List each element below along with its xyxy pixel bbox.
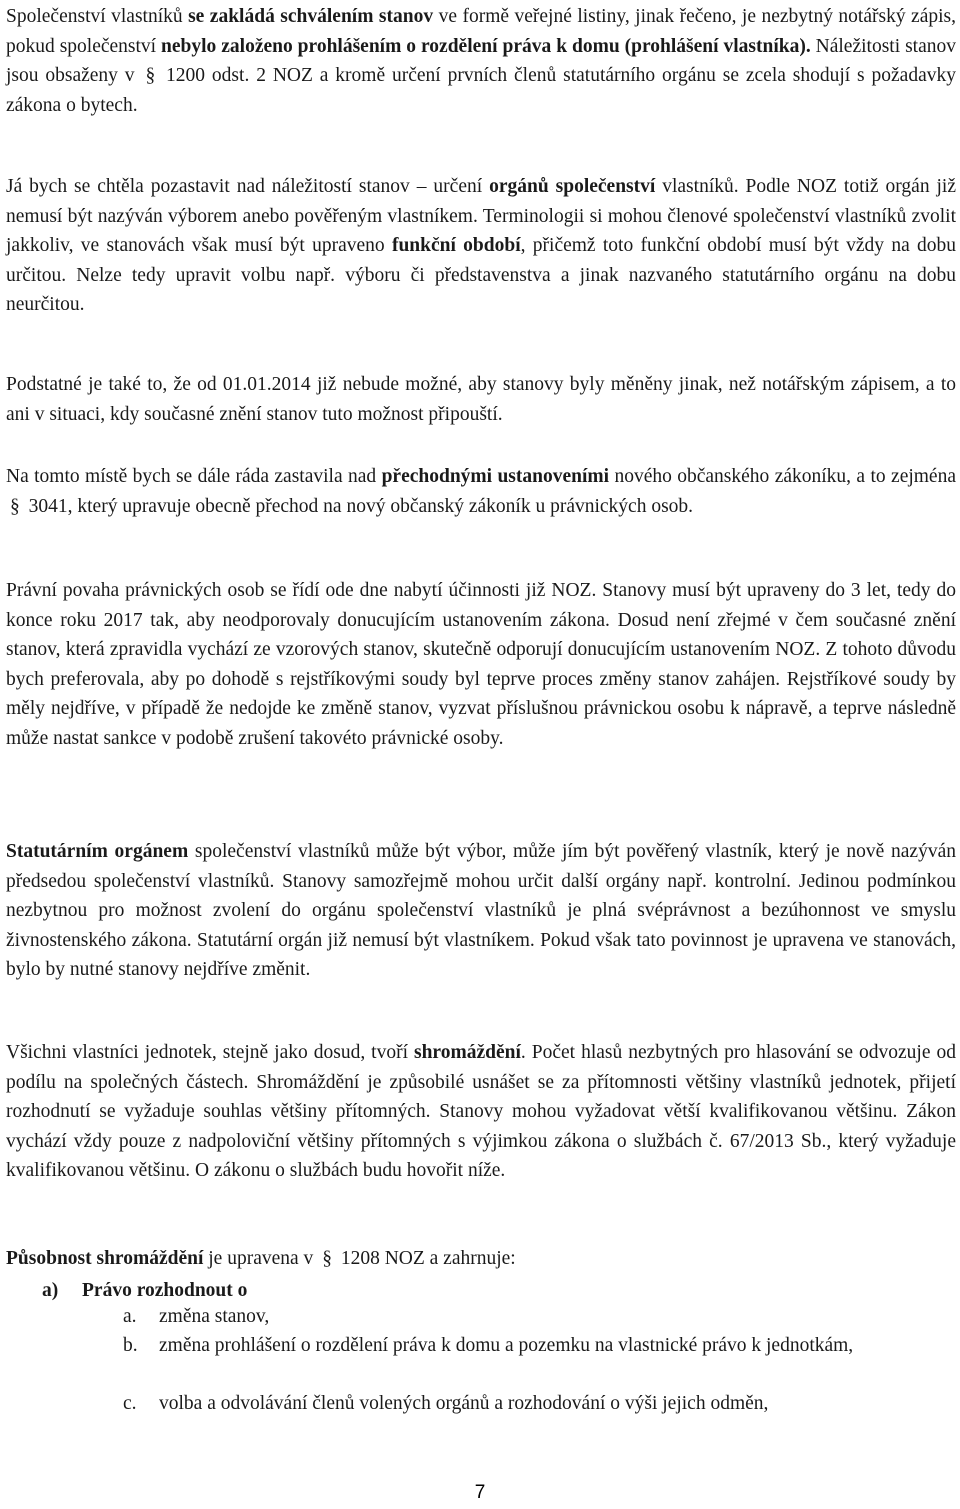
list-item: [123, 1331, 960, 1361]
section-sign: §: [145, 65, 156, 86]
bold-text: shromáždění: [414, 1042, 521, 1063]
list-label: a): [42, 1280, 59, 1301]
paragraph-8: [6, 1244, 956, 1274]
list-item-number: a.: [123, 1306, 137, 1327]
list-item: [123, 1389, 960, 1419]
bold-text: Působnost shromáždění: [6, 1248, 204, 1269]
text-run: 1200 odst. 2 NOZ a kromě určení prvních členů statutárního orgánu se zcela shodují s požadavky zákona o bytech.: [6, 65, 956, 116]
section-sign: §: [10, 495, 20, 517]
bold-text: Statutárním orgánem: [6, 841, 189, 862]
list-item: [123, 1302, 960, 1332]
text-run: Společenství vlastníků: [6, 6, 189, 27]
paragraph-6: [6, 837, 956, 985]
paragraph-4: [6, 462, 956, 521]
text-run: 1208 NOZ a zahrnuje:: [335, 1248, 516, 1269]
page-number: 7: [474, 1482, 486, 1503]
paragraph-5: [6, 576, 956, 753]
text-run: ve formě veřejné listiny, jinak řečeno, je nezbytný notářský zápis, pokud společenství: [6, 6, 956, 57]
paragraph-3: [6, 370, 956, 429]
bold-text: funkční období: [391, 235, 521, 256]
list-item-number: c.: [123, 1393, 137, 1414]
bold-text: nebylo založeno prohlášením o rozdělení práva k domu (prohlášení vlastníka).: [161, 35, 811, 57]
bold-text: orgánů společenství: [489, 176, 656, 197]
text-run: Podstatné je také to, že od 01.01.2014 již nebude možné, aby stanovy byly měněny jinak, než notářským zápisem, a to ani v situaci, kdy současné znění stanov tuto možnost připouští.: [6, 374, 956, 425]
text-run: nového občanského zákoníku, a to zejména: [609, 466, 956, 487]
list-title: Právo rozhodnout o: [82, 1280, 248, 1301]
text-run: Na tomto místě bych se dále ráda zastavila nad: [6, 466, 382, 487]
list-item-text: změna stanov,: [159, 1306, 270, 1327]
text-run: 3041, který upravuje obecně přechod na nový občanský zákoník u právnických osob.: [23, 495, 694, 517]
list-item-text: volba a odvolávání členů volených orgánů a rozhodování o výši jejich odměn,: [159, 1393, 769, 1414]
text-run: , přičemž toto funkční období musí být vždy na dobu určitou. Nelze tedy upravit volbu např. výboru či představenstva a jinak nazvaného statutárního orgánu na dobu neurčitou.: [6, 235, 956, 315]
paragraph-2: [6, 172, 956, 320]
text-run: Právní povaha právnických osob se řídí ode dne nabytí účinnosti již NOZ. Stanovy musí být upraveny do 3 let, tedy do konce roku 2017 tak, aby neodporovaly donucujícím ustanovením zákona. Dosud není zřejmé v čem současné znění stanov, která zpravidla vychází ze vzorových stanov, skutečně odporují donucujícím ustanovením NOZ. Z tohoto důvodu bych preferovala, aby po dohodě s rejstříkovými soudy byl teprve proces změny stanov zahájen. Rejstříkové soudy by měly nejdříve, v případě že nedojde ke změně stanov, vyzvat příslušnou právnickou osobu k nápravě, a teprve následně může nastat sankce v podobě zrušení takovéto právnické osoby.: [6, 580, 956, 749]
bold-text: přechodnými ustanoveními: [381, 466, 610, 487]
document-page: [6, 0, 956, 1509]
paragraph-1: [6, 2, 956, 120]
text-run: vlastníků. Podle NOZ totiž orgán již nemusí být nazýván výborem anebo pověřeným vlastníkem. Terminologii si mohou členové společenství vlastníků zvolit jakkoliv, ve stanovách však musí být upraveno: [6, 176, 956, 256]
text-run: . Počet hlasů nezbytných pro hlasování se odvozuje od podílu na společných částech. Shromáždění je způsobilé usnášet se za přítomnosti většiny vlastníků jednotek, přijetí rozhodnutí se vyžaduje souhlas většiny přítomných. Stanovy mohou vyžadovat větší kvalifikovanou většinu. Zákon vychází vždy pouze z nadpoloviční většiny přítomných s výjimkou zákona o službách č. 67/2013 Sb., který vyžaduje kvalifikovanou většinu. O zákonu o službách budu hovořit níže.: [6, 1042, 956, 1181]
text-run: Já bych se chtěla pozastavit nad náležitostí stanov – určení: [6, 176, 490, 197]
text-run: je upravena v: [203, 1248, 319, 1269]
text-run: Náležitosti stanov jsou obsaženy v: [6, 35, 956, 86]
list-item-number: b.: [123, 1335, 138, 1356]
text-run: společenství vlastníků může být výbor, může jím být pověřený vlastník, který je nově nazýván předsedou společenství vlastníků. Stanovy samozřejmě mohou určit další orgány např. kontrolní. Jedinou podmínkou nezbytnou pro možnost zvolení do orgánu společenství vlastníků je plná svéprávnost a bezúhonnost ve smyslu živnostenského zákona. Statutární orgán již nemusí být vlastníkem. Pokud však tato povinnost je upravena ve stanovách, bylo by nutné stanovy nejdříve změnit.: [6, 841, 956, 980]
bold-text: se zakládá schválením stanov: [188, 6, 434, 27]
text-run: Všichni vlastníci jednotek, stejně jako dosud, tvoří: [6, 1042, 414, 1063]
paragraph-7: [6, 1038, 956, 1186]
section-sign: §: [322, 1248, 332, 1269]
list-item-text: změna prohlášení o rozdělení práva k domu a pozemku na vlastnické právo k jednotkám,: [159, 1335, 854, 1356]
